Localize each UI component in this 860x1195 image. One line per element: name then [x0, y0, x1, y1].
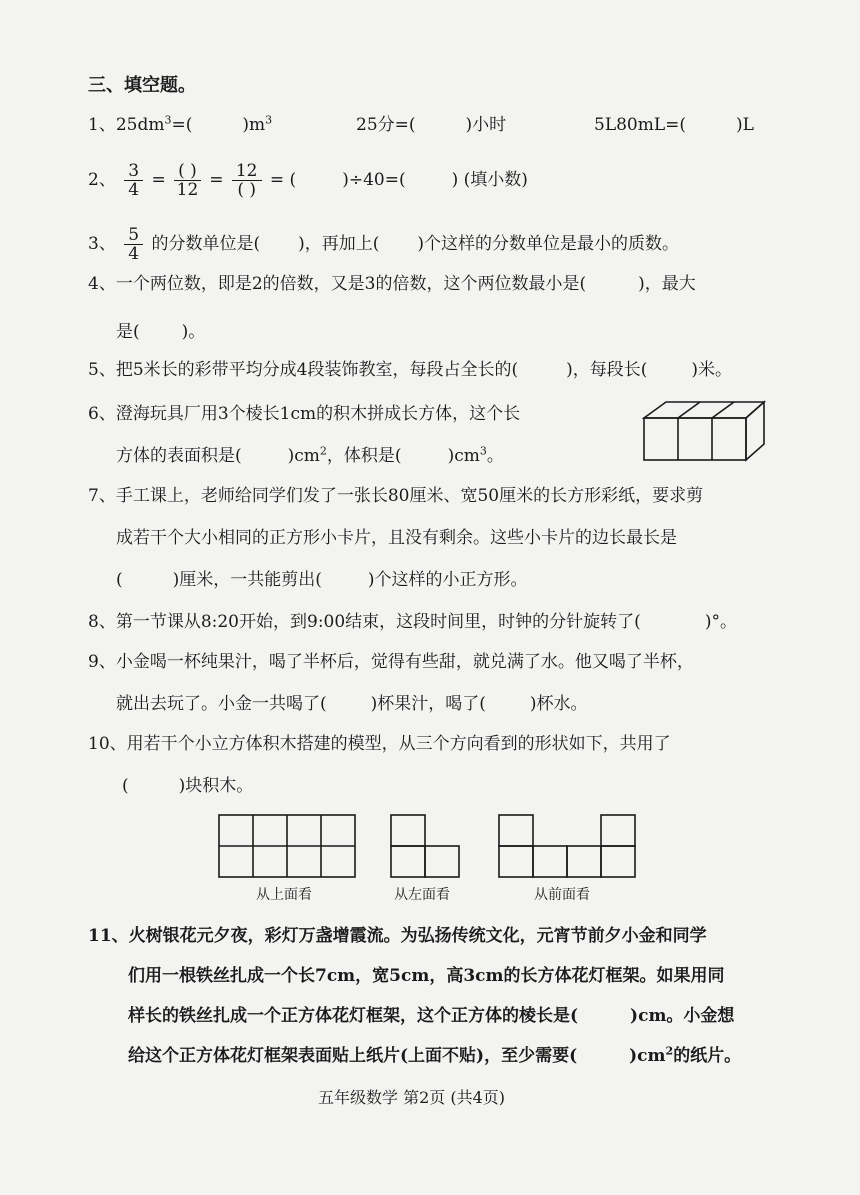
question-6: 6、澄海玩具厂用3个棱长1cm的积木拼成长方体，这个长	[88, 404, 521, 424]
question-7: 7、手工课上，老师给同学们发了一张长80厘米、宽50厘米的长方形彩纸，要求剪	[88, 486, 704, 506]
cuboid-side-face	[746, 402, 764, 460]
question-9: 9、小金喝一杯纯果汁，喝了半杯后，觉得有些甜，就兑满了水。他又喝了半杯，	[88, 652, 694, 672]
question-11-line-4: 给这个正方体花灯框架表面贴上纸片(上面不贴)，至少需要( )$cm^2$的纸片。	[128, 1044, 742, 1066]
question-7-line-3: ( )厘米，一共能剪出( )个这样的小正方形。	[116, 570, 528, 590]
question-11-line-3: 样长的铁丝扎成一个正方体花灯框架，这个正方体的棱长是( )cm。小金想	[128, 1006, 735, 1026]
left-view-figure	[390, 814, 462, 880]
cuboid-front-face	[644, 418, 746, 460]
section-title: 三、填空题。	[88, 75, 196, 96]
question-6-line-2: 方体的表面积是( )$cm^2$，体积是( )$cm^3$。	[116, 444, 504, 466]
question-7-line-2: 成若干个大小相同的正方形小卡片，且没有剩余。这些小卡片的边长最长是	[116, 528, 677, 548]
fraction-3-4: $\frac{3}{4}$	[124, 162, 143, 199]
question-11-line-2: 们用一根铁丝扎成一个长7cm，宽5cm，高3cm的长方体花灯框架。如果用同	[128, 966, 725, 986]
question-4-line-2: 是( )。	[116, 322, 206, 342]
question-5: 5、把5米长的彩带平均分成4段装饰教室，每段占全长的( )，每段长( )米。	[88, 360, 732, 380]
question-1-c: 5L80mL=( )L	[594, 115, 754, 135]
top-view-caption: 从上面看	[256, 887, 312, 903]
cuboid-figure	[640, 396, 770, 468]
question-2: 2、 $\frac{3}{4}$ = $\frac{( )}{12}$ = $\frac{12}{( )}$ = ( )÷40=( ) (填小数)	[88, 161, 528, 200]
question-1-b: 25分=( )小时	[356, 115, 507, 135]
front-view-caption: 从前面看	[534, 887, 590, 903]
top-view-figure	[218, 814, 358, 880]
left-view-caption: 从左面看	[394, 887, 450, 903]
fraction-5-4: $\frac{5}{4}$	[124, 226, 143, 263]
fraction-12-blank: $\frac{12}{( )}$	[232, 162, 262, 199]
question-3: 3、 $\frac{5}{4}$ 的分数单位是( )，再加上( )个这样的分数单位是最小的质数。	[88, 225, 680, 264]
question-9-line-2: 就出去玩了。小金一共喝了( )杯果汁，喝了( )杯水。	[116, 694, 588, 714]
page-footer: 五年级数学 第2页 (共4页)	[318, 1088, 506, 1107]
question-11: 11、火树银花元夕夜，彩灯万盏增霞流。为弘扬传统文化，元宵节前夕小金和同学	[88, 926, 707, 946]
question-10-line-2: ( )块积木。	[122, 776, 254, 796]
question-4: 4、一个两位数，即是2的倍数，又是3的倍数，这个两位数最小是( )，最大	[88, 274, 696, 294]
cuboid-top-face	[644, 402, 764, 418]
question-1: 1、$25dm^3=$( )$m^3$	[88, 113, 273, 135]
question-8: 8、第一节课从8:20开始，到9:00结束，这段时间里，时钟的分针旋转了( )°。	[88, 612, 737, 632]
question-10: 10、用若干个小立方体积木搭建的模型，从三个方向看到的形状如下，共用了	[88, 734, 671, 754]
fraction-blank-12: $\frac{( )}{12}$	[174, 162, 201, 199]
front-view-figure	[498, 814, 638, 880]
